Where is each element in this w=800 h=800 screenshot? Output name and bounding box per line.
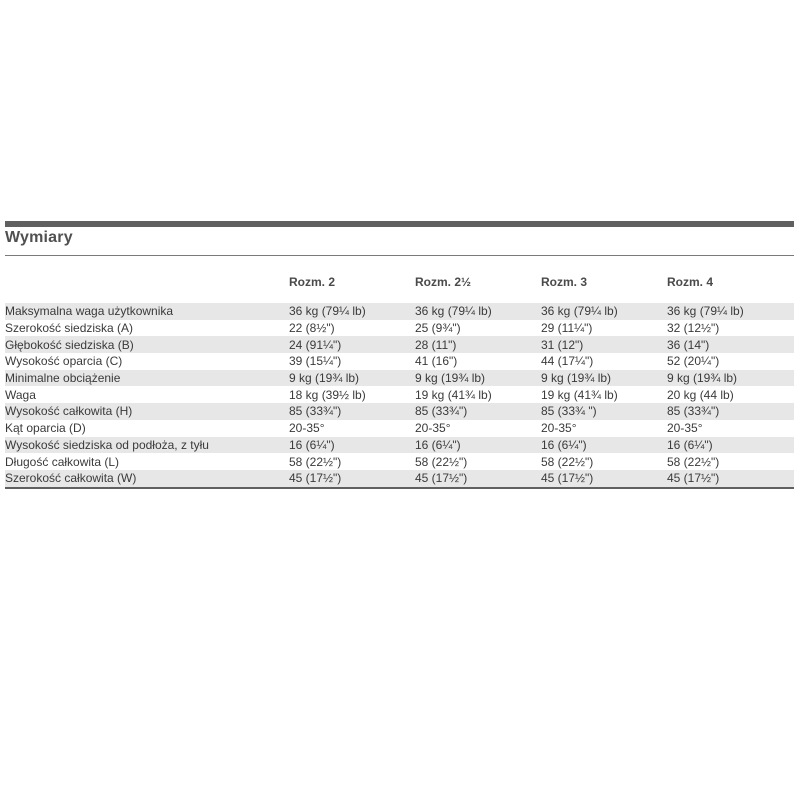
dimensions-table — [5, 275, 794, 487]
cell-size-3: 85 (33¾ ") — [541, 403, 667, 420]
table-row — [5, 437, 794, 454]
table-row — [5, 370, 794, 387]
cell-size-4: 20 kg (44 lb) — [667, 386, 794, 403]
cell-size-2-5: 25 (9¾") — [415, 320, 541, 337]
cell-size-4: 36 (14") — [667, 336, 794, 353]
cell-size-4: 16 (6¼") — [667, 437, 794, 454]
cell-size-3: 58 (22½") — [541, 453, 667, 470]
cell-size-2: 16 (6¼") — [289, 437, 415, 454]
cell-size-2: 85 (33¾") — [289, 403, 415, 420]
cell-size-3: 9 kg (19¾ lb) — [541, 370, 667, 387]
cell-size-2-5: 9 kg (19¾ lb) — [415, 370, 541, 387]
section-title: Wymiary — [5, 229, 73, 246]
cell-size-2: 45 (17½") — [289, 470, 415, 487]
cell-size-2: 18 kg (39½ lb) — [289, 386, 415, 403]
cell-size-4: 32 (12½") — [667, 320, 794, 337]
cell-size-2-5: 41 (16") — [415, 353, 541, 370]
cell-size-3: 16 (6¼") — [541, 437, 667, 454]
table-row — [5, 353, 794, 370]
table-row — [5, 453, 794, 470]
cell-size-3: 31 (12") — [541, 336, 667, 353]
cell-size-2-5: 19 kg (41¾ lb) — [415, 386, 541, 403]
cell-size-2: 39 (15¼") — [289, 353, 415, 370]
table-row — [5, 386, 794, 403]
row-label: Waga — [5, 386, 289, 403]
table-row — [5, 470, 794, 487]
table-row — [5, 303, 794, 320]
header-size-3: Rozm. 3 — [541, 275, 588, 289]
cell-size-3: 29 (11¼") — [541, 320, 667, 337]
row-label: Długość całkowita (L) — [5, 453, 289, 470]
row-label: Wysokość oparcia (C) — [5, 353, 289, 370]
header-size-2: Rozm. 2 — [289, 275, 336, 289]
header-size-4: Rozm. 4 — [667, 275, 714, 289]
cell-size-2: 9 kg (19¾ lb) — [289, 370, 415, 387]
row-label: Minimalne obciążenie — [5, 370, 289, 387]
row-label: Wysokość całkowita (H) — [5, 403, 289, 420]
section-divider — [5, 255, 794, 256]
row-label: Kąt oparcia (D) — [5, 420, 289, 437]
cell-size-2-5: 28 (11") — [415, 336, 541, 353]
cell-size-2-5: 85 (33¾") — [415, 403, 541, 420]
dimensions-section — [5, 221, 794, 489]
cell-size-3: 19 kg (41¾ lb) — [541, 386, 667, 403]
cell-size-4: 20-35° — [667, 420, 794, 437]
cell-size-4: 45 (17½") — [667, 470, 794, 487]
cell-size-2-5: 20-35° — [415, 420, 541, 437]
cell-size-3: 44 (17¼") — [541, 353, 667, 370]
table-bottom-rule — [5, 487, 794, 489]
row-label: Maksymalna waga użytkownika — [5, 303, 289, 320]
cell-size-4: 58 (22½") — [667, 453, 794, 470]
cell-size-2: 24 (91¼") — [289, 336, 415, 353]
table-row — [5, 420, 794, 437]
table-row — [5, 403, 794, 420]
cell-size-2: 20-35° — [289, 420, 415, 437]
cell-size-2-5: 58 (22½") — [415, 453, 541, 470]
cell-size-2: 58 (22½") — [289, 453, 415, 470]
table-row — [5, 320, 794, 337]
cell-size-3: 36 kg (79¼ lb) — [541, 303, 667, 320]
cell-size-4: 52 (20¼") — [667, 353, 794, 370]
row-label: Wysokość siedziska od podłoża, z tyłu — [5, 437, 289, 454]
cell-size-4: 9 kg (19¾ lb) — [667, 370, 794, 387]
row-label: Szerokość siedziska (A) — [5, 320, 289, 337]
cell-size-4: 36 kg (79¼ lb) — [667, 303, 794, 320]
row-label: Głębokość siedziska (B) — [5, 336, 289, 353]
cell-size-2-5: 16 (6¼") — [415, 437, 541, 454]
header-label-column — [5, 275, 289, 303]
cell-size-2: 22 (8½") — [289, 320, 415, 337]
header-size-2-5: Rozm. 2½ — [415, 275, 472, 289]
cell-size-2-5: 36 kg (79¼ lb) — [415, 303, 541, 320]
table-header-row — [5, 275, 794, 303]
cell-size-3: 45 (17½") — [541, 470, 667, 487]
row-label: Szerokość całkowita (W) — [5, 470, 289, 487]
cell-size-2: 36 kg (79¼ lb) — [289, 303, 415, 320]
cell-size-3: 20-35° — [541, 420, 667, 437]
cell-size-2-5: 45 (17½") — [415, 470, 541, 487]
cell-size-4: 85 (33¾") — [667, 403, 794, 420]
table-row — [5, 336, 794, 353]
